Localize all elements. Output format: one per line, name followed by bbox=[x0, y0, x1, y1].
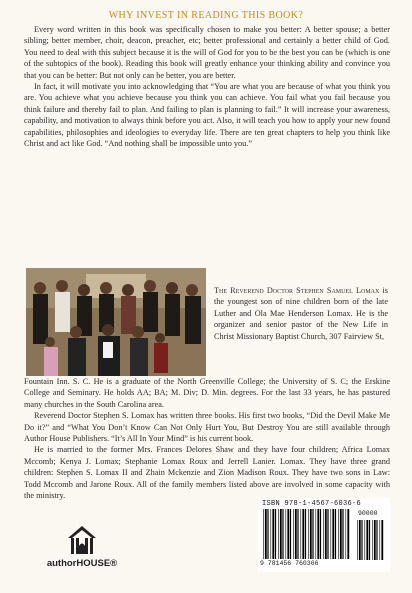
bio-paragraph-1-continued: Fountain Inn. S. C. He is a graduate of the North Greenville College; the University of S. C; the Erskine College and Seminary. He holds AA; BA; M. Div; D. Min. degrees. For the last 33 years, he has pastured many churches in the South Carolina area. bbox=[24, 377, 390, 409]
bio-paragraph-3: He is married to the former Mrs. Frances Delores Shaw and they have four children; Africa Lomax Mccomb; Kenya J. Lomax; Stephanie Lomax Roux and Jerrell Lanier. Lomax. They have three grand children: Stephen S. Lomax II and Zhain Mckenzie and Zion Madison Roux. They have two sons in Law: Todd Mccomb and Jarone Roux. All of the family members listed above are involved in some capacity with the ministry. bbox=[24, 445, 390, 501]
intro-text bbox=[24, 24, 390, 149]
isbn-label: ISBN 978-1-4567-6036-6 bbox=[262, 500, 362, 508]
bio-paragraph-2: Reverend Doctor Stephen S. Lomax has written three books. His first two books, “Did the Devil Make Me Do it?” and “What You Don’t Know Can Not Only Hurt You, But Destroy You are still available through Author House Publishers. “It’s All In Your Mind” is his current book. bbox=[24, 411, 390, 444]
cover-heading: WHY INVEST IN READING THIS BOOK? bbox=[108, 10, 304, 21]
author-family-photo bbox=[26, 268, 206, 376]
family-photo-illustration bbox=[26, 268, 206, 376]
publisher-name: authorHOUSE® bbox=[46, 558, 118, 569]
intro-paragraph-2: In fact, it will motivate you into acknowledging that “You are what you are because of what you think you are. You achieve what you achieve because you think you can achieve. You fail what you fail because you think failure and thereby fail to plan. And failing to plan is planning to fail.” It will increase your awareness, capability, and motivation to always think before you act. Also, it will teach you how to apply your new found capabilities, philosophies and ideologies to everyday life. There are ten great chapters to help you think like Christ and act like God. “And nothing shall be impossible unto you.” bbox=[24, 82, 390, 149]
ean-number: 9 781456 760366 bbox=[260, 560, 319, 567]
author-name: The Reverend Doctor Stephen Samuel Lomax bbox=[214, 286, 380, 295]
price-barcode-bars bbox=[356, 520, 386, 560]
author-bio-continued bbox=[24, 376, 390, 501]
intro-paragraph-1: Every word written in this book was specifically chosen to make you better: A better spouse; a better sibling; better member, choir, deacon, preacher, etc; better professional and certainly a better child of God. You need to deal with this subject because it is the will of God for you to be the best you can be (which is one of the subtopics of the book). Reading this book will greatly enhance your thinking ability and convince you that you can be better: But not only can be better, you are better. bbox=[24, 25, 390, 80]
ean-barcode-bars bbox=[262, 509, 352, 559]
publisher-logo bbox=[32, 520, 132, 570]
isbn-barcode bbox=[258, 498, 390, 572]
author-bio-intro-text: is the youngest son of nine children born of the late Luther and Ola Mae Henderson Lomax. He is the organizer and senior pastor of the New Life in Christ Missionary Baptist Church, 307 Fairview St, bbox=[214, 286, 388, 341]
publisher-house-icon bbox=[32, 520, 132, 558]
price-code: 90000 bbox=[358, 510, 378, 517]
author-bio-intro bbox=[214, 285, 388, 342]
